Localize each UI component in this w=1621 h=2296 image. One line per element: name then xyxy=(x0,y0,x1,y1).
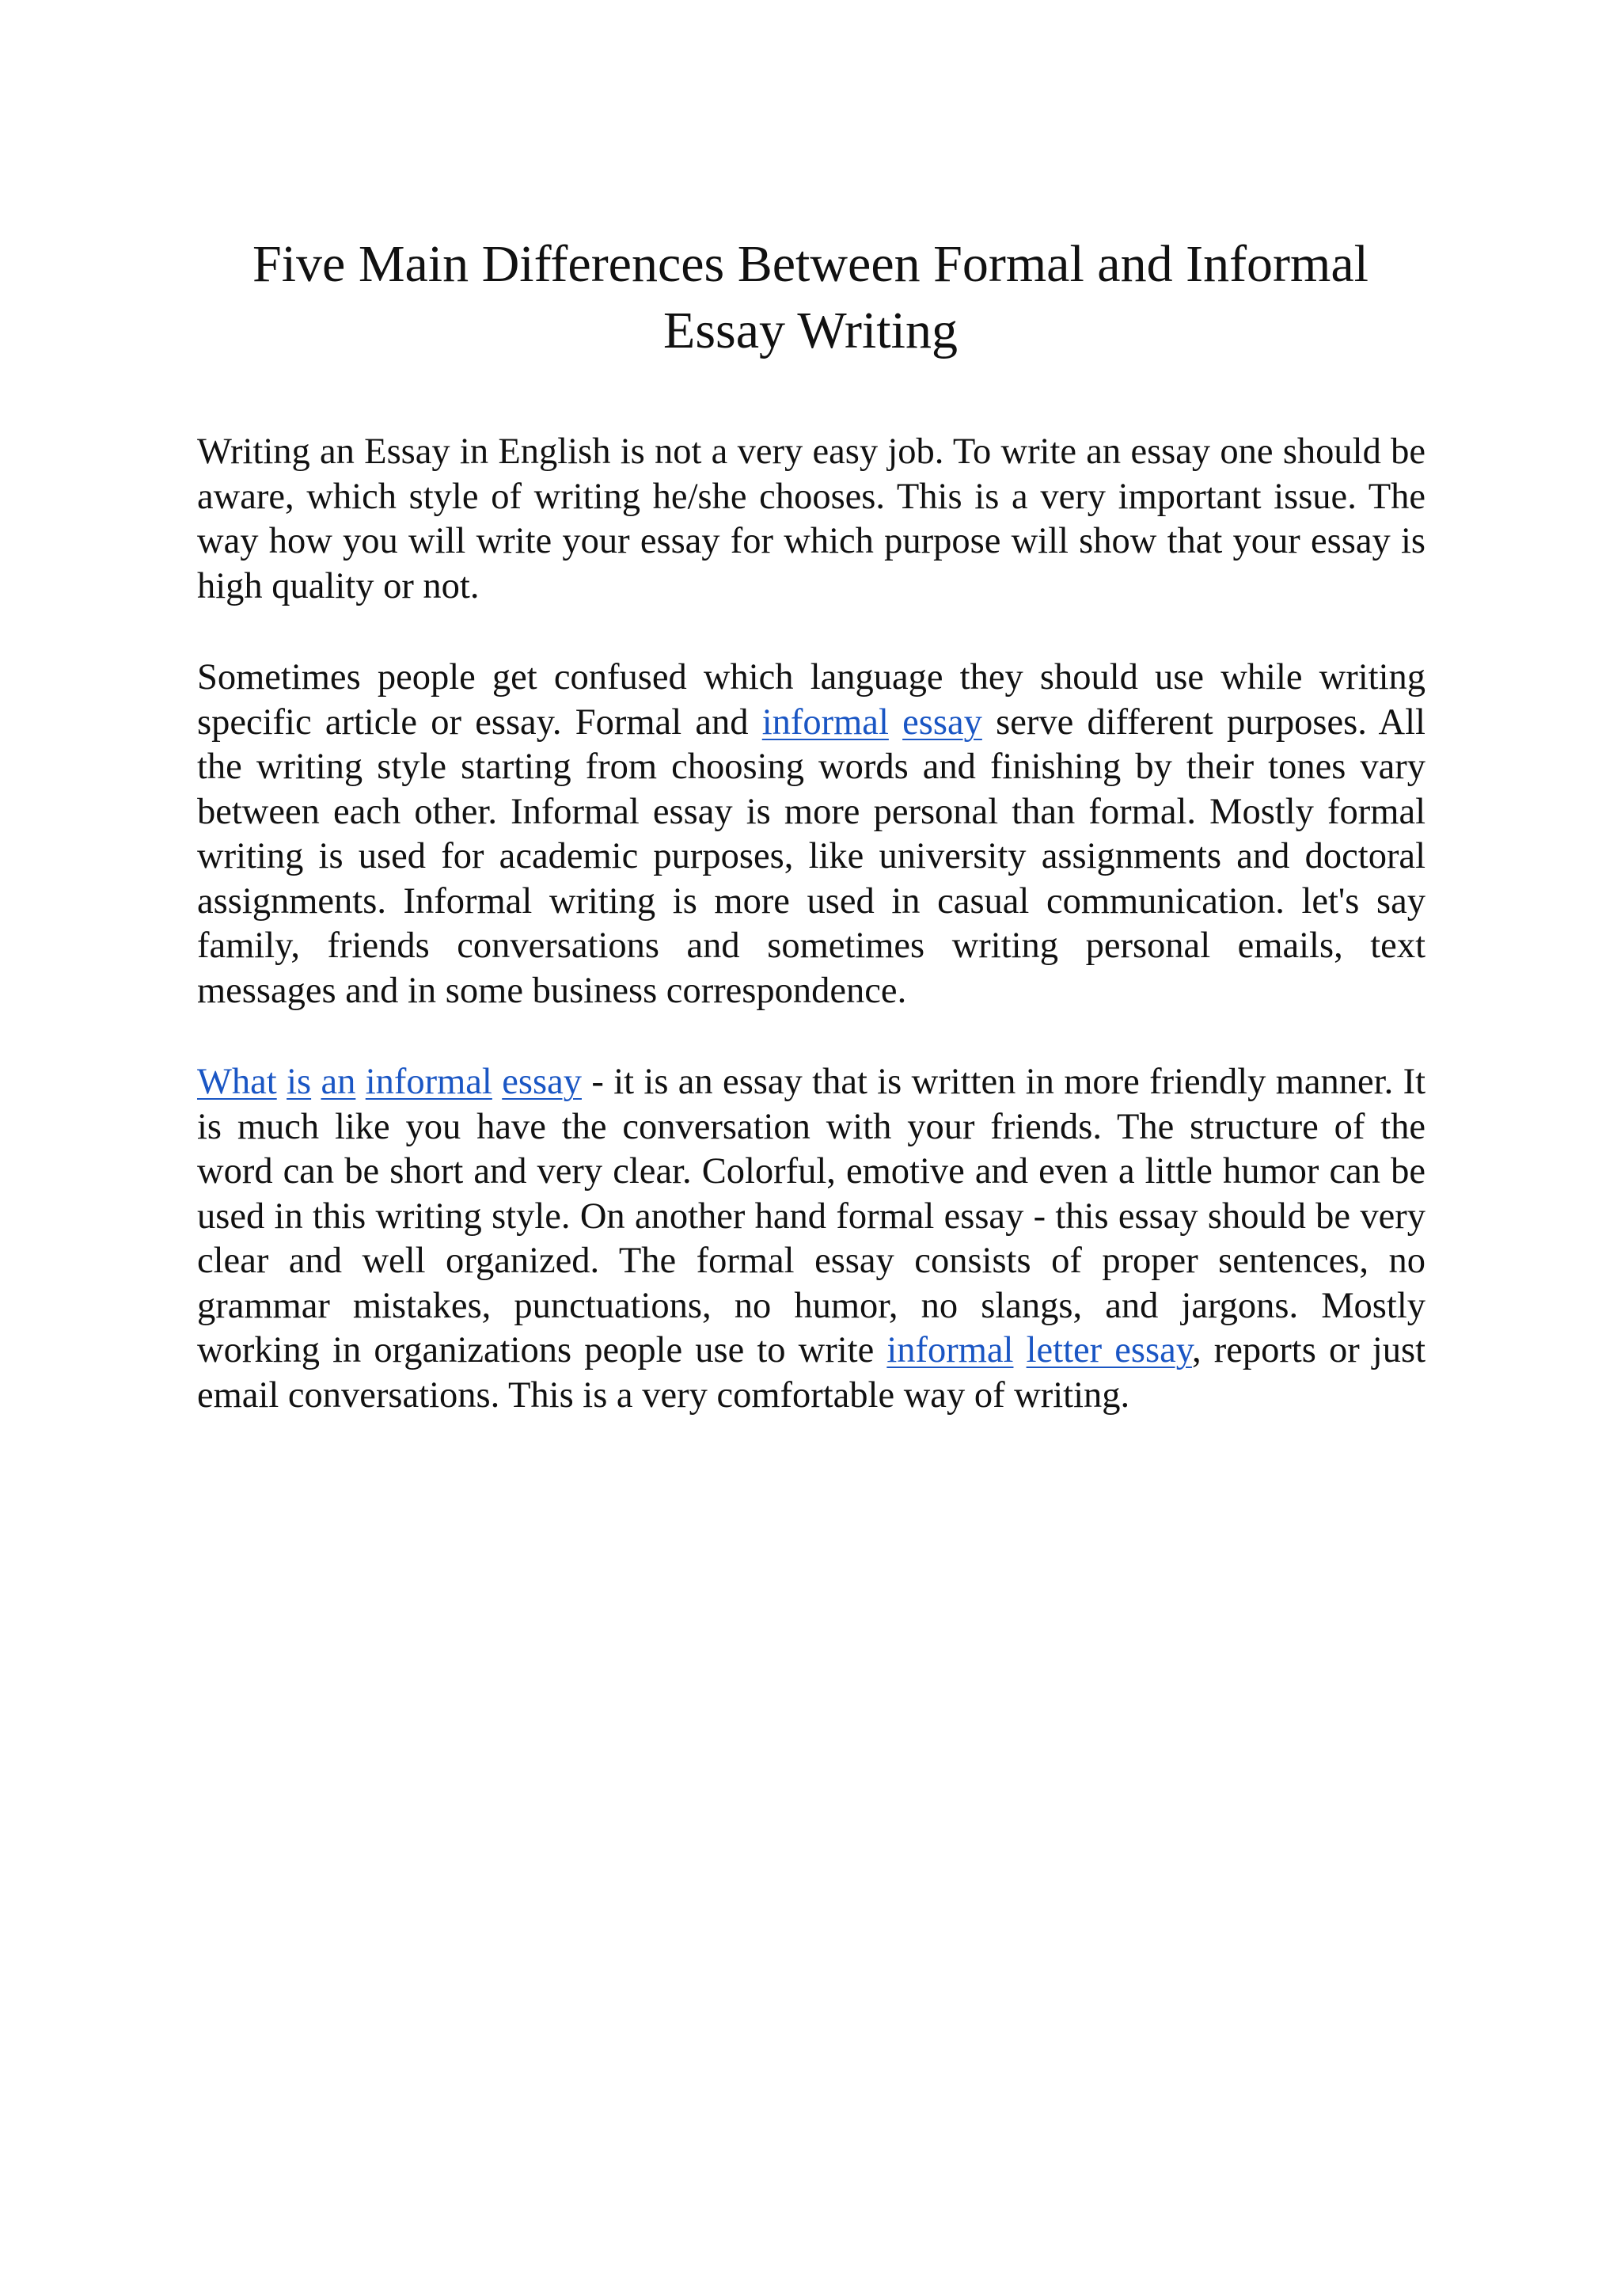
space xyxy=(311,1062,321,1102)
link-what[interactable]: What xyxy=(197,1062,277,1102)
space xyxy=(277,1062,287,1102)
link-essay[interactable]: essay xyxy=(902,701,982,743)
link-is[interactable]: is xyxy=(287,1062,312,1102)
paragraph-text: - it is an essay that is written in more friendly manner. It is much like you have the conversation with your friends. The structure of the word can be short and very clear. Colorful, emotive and even a little humor can be used in this writing style. On another hand formal essay - this essay should be very clear and well organized. The formal essay consists of proper sentences, no grammar mistakes, punctuations, no humor, no slangs, and jargons. Mostly working in organizations people use to write xyxy=(197,1062,1426,1370)
space xyxy=(492,1062,502,1102)
paragraph-intro xyxy=(197,430,1425,609)
paragraph-definition xyxy=(197,1060,1425,1418)
space xyxy=(889,702,902,743)
page-title: Five Main Differences Between Formal and Informal Essay Writing xyxy=(252,235,1369,359)
paragraph-text: Sometimes people get confused which language they should use while writing specific article or essay. Formal and xyxy=(197,657,1425,743)
link-informal-2[interactable]: informal xyxy=(886,1330,1014,1370)
space xyxy=(355,1062,365,1102)
link-letter-essay[interactable]: letter essay xyxy=(1026,1330,1192,1370)
paragraph-text: Writing an Essay in English is not a very easy job. To write an essay one should be aware, which style of writing he/she chooses. This is a very important issue. The way how you will write your essay for which purpose will show that your essay is high quality or not. xyxy=(197,431,1425,606)
link-an[interactable]: an xyxy=(321,1062,356,1102)
paragraph-text: serve different purposes. All the writing style starting from choosing words and finishing by their tones vary between each other. Informal essay is more personal than formal. Mostly formal writing is used for academic purposes, like university assignments and doctoral assignments. Informal writing is more used in casual communication. let's say family, friends conversations and sometimes writing personal emails, text messages and in some business correspondence. xyxy=(197,701,1425,1011)
paragraph-text: , reports or just email conversations. This is a very comfortable way of writing. xyxy=(197,1330,1425,1416)
link-informal[interactable]: informal xyxy=(365,1062,492,1102)
link-informal[interactable]: informal xyxy=(761,701,889,743)
paragraph-confusion xyxy=(197,656,1425,1013)
space xyxy=(1013,1330,1026,1370)
link-essay[interactable]: essay xyxy=(502,1062,582,1102)
